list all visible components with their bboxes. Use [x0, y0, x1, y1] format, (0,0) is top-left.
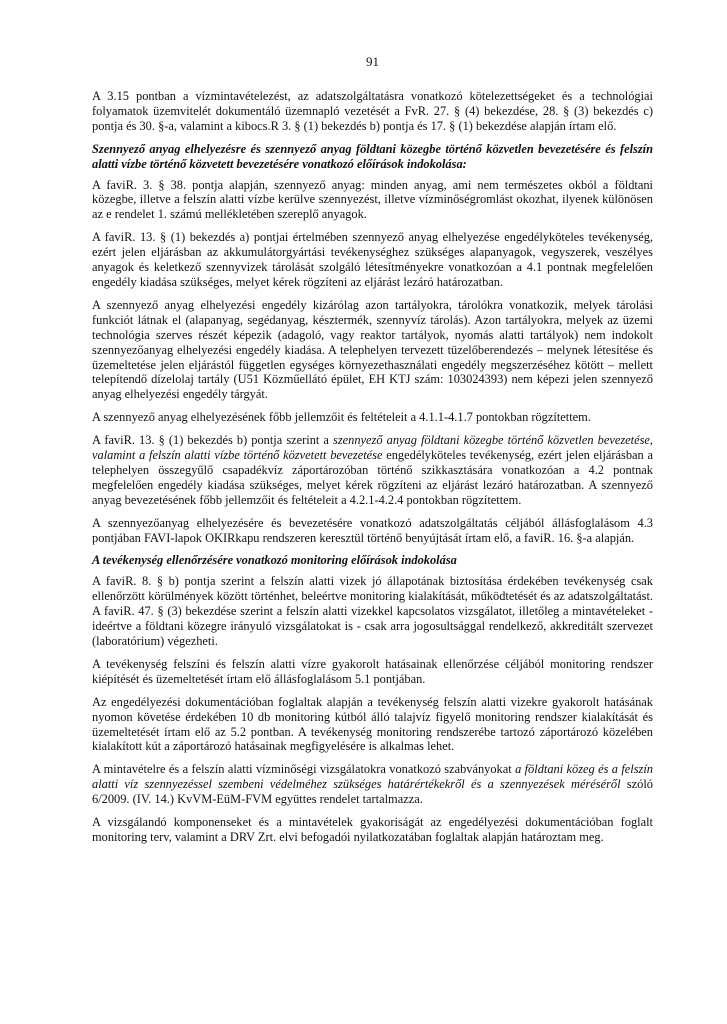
paragraph-sampling-standards: [92, 762, 653, 807]
paragraph-monitoring-legal: A faviR. 8. § b) pontja szerint a felszín alatti vizek jó állapotának biztosítása érdekében tevékenység csak ellenőrzött körülmények között történhet, beleértve monitoring kialakítását, működtetését és az adatszolgáltatást. A faviR. 47. § (3) bekezdése szerint a felszín alatti vizekkel kapcsolatos vizsgálatot, illetőleg a mintavételeket - ideértve a földtani közegre irányuló vizsgálatokat is - csak arra jogosultsággal rendelkező, akkreditált szervezet (laboratórium) végezheti.: [92, 574, 653, 648]
paragraph-intro: A 3.15 pontban a vízmintavételezést, az adatszolgáltatásra vonatkozó kötelezettségeket és a technológiai folyamatok üzemvitelét dokumentáló üzemnapló vezetését a FvR. 27. § (4) bekezdése, 28. § (3) bekezdés c) pontja és 30. §-a, valamint a kibocs.R 3. § (1) bekezdés b) pontja és 17. § (1) bekezdése alapján írtam elő.: [92, 89, 653, 133]
paragraph-data-reporting: A szennyezőanyag elhelyezésére és bevezetésére vonatkozó adatszolgáltatás céljából állásfoglalásom 4.3 pontjában FAVI-lapok OKIRkapu rendszeren keresztül történő benyújtását írtam elő, a faviR. 16. §-a alapján.: [92, 515, 653, 545]
emphasis-run: szennyező anyag földtani közegbe történő közvetlen bevezetése, valamint a felszín alatti vízbe történő közvetett bevezetése: [92, 433, 653, 463]
page-number: 91: [366, 54, 379, 69]
paragraph-monitoring-system: A tevékenység felszíni és felszín alatti vízre gyakorolt hatásainak ellenőrzése céljából monitoring rendszer kiépítését és üzemeltetését írtam elő állásfoglalásom 5.1 pontjában.: [92, 656, 653, 686]
section-heading-pollutant: Szennyező anyag elhelyezésre és szennyező anyag földtani közegbe történő közvetlen bevezetésére és felszín alatti vízbe történő közvetett bevezetésére vonatkozó előírások indokolása:: [92, 141, 653, 171]
text-run: A faviR. 13. § (1) bekezdés b) pontja szerint a: [92, 433, 333, 448]
paragraph-pollutant-definition: A faviR. 3. § 38. pontja alapján, szennyező anyag: minden anyag, ami nem természetes okból a földtani közegbe, illetve a felszín alatti vízbe kerülve szennyezést, illetve vízminőségromlást okozhat, ilyenek különösen az e rendelet 1. számú mellékletében szereplő anyagok.: [92, 177, 653, 222]
paragraph-tank-scope: A szennyező anyag elhelyezési engedély kizárólag azon tartályokra, tárolókra vonatkozik, melyek tárolási funkciót látnak el (alapanyag, segédanyag, késztermék, szennyvíz tárolás). Azon tartályokra, melyek az üzemi technológia szerves részét képezik (adagoló, vagy reaktor tartályok, nyomás alatti tartályok) nem indokolt szennyezőanyag elhelyezési engedély kiadása. A telephelyen tervezett tüzelőberendezés – melynek létesítése és üzemeltetése jelen eljárástól független egységes környezethasználati engedély megszerzéséhez kötött – mellett telepítendő dízelolaj tartály (U51 Közműellátó épület, EH KTJ szám: 103024393) nem képezi jelen szennyező anyag elhelyezési engedély tárgyát.: [92, 297, 653, 402]
emphasis-run: a földtani közeg és a felszín alatti víz szennyezéssel szembeni védelméhez szükséges határértékekről és a szennyezések méréséről: [92, 762, 653, 792]
paragraph-permit-placement: A faviR. 13. § (1) bekezdés a) pontjai értelmében szennyező anyag elhelyezése engedélyköteles tevékenység, ezért jelen eljárásban az akkumulátorgyártási tevékenységhez szükséges alapanyagok, vegyszerek, veszélyes anyagok és keletkező szennyvizek tárolását szolgáló létesítményekre vonatkozóan a 4.1 pontnak megfelelően engedély kiadása szükséges, melyet kérek rögzíteni az eljárást lezáró határozatban.: [92, 230, 653, 289]
section-heading-monitoring: A tevékenység ellenőrzésére vonatkozó monitoring előírások indokolása: [92, 553, 457, 568]
text-run: szóló 6/2009. (IV. 14.) KvVM-EüM-FVM együttes rendelet tartalmazza.: [92, 777, 653, 807]
text-run: engedélyköteles tevékenység, ezért jelen eljárásban a telephelyen összegyűlő csapadékvíz záportározóban történő szikkasztására vonatkozóan a 4.2 pontnak megfelelően engedély kiadása szükséges, melyet kérek rögzíteni az eljárást lezáró határozatban. A szennyező anyag bevezetésének főbb jellemzőit és feltételeit a 4.2.1-4.2.4 pontokban rögzítettem.: [92, 448, 653, 507]
paragraph-components: A vizsgálandó komponenseket és a mintavételek gyakoriságát az engedélyezési dokumentációban foglalt monitoring terv, valamint a DRV Zrt. elvi befogadói nyilatkozatában foglaltak alapján határoztam meg.: [92, 815, 653, 844]
paragraph-discharge-permit: [92, 433, 653, 508]
text-run: A mintavételre és a felszín alatti vízminőségi vizsgálatokra vonatkozó szabványokat: [92, 762, 516, 777]
paragraph-monitoring-wells: Az engedélyezési dokumentációban foglaltak alapján a tevékenység felszín alatti vizekre gyakorolt hatásának nyomon követése érdekében 10 db monitoring kútból álló talajvíz figyelő monitoring rendszer kialakítását és üzemeltetését írtam elő az 5.2 pontban. A tevékenység monitoring rendszerébe tartozó záportározó közelében kialakított kút a záportározó hatásainak megfigyelésére is alkalmas lehet.: [92, 694, 653, 754]
paragraph-placement-conditions: A szennyező anyag elhelyezésének főbb jellemzőit és feltételeit a 4.1.1-4.1.7 pontokban rögzítettem.: [92, 410, 591, 425]
